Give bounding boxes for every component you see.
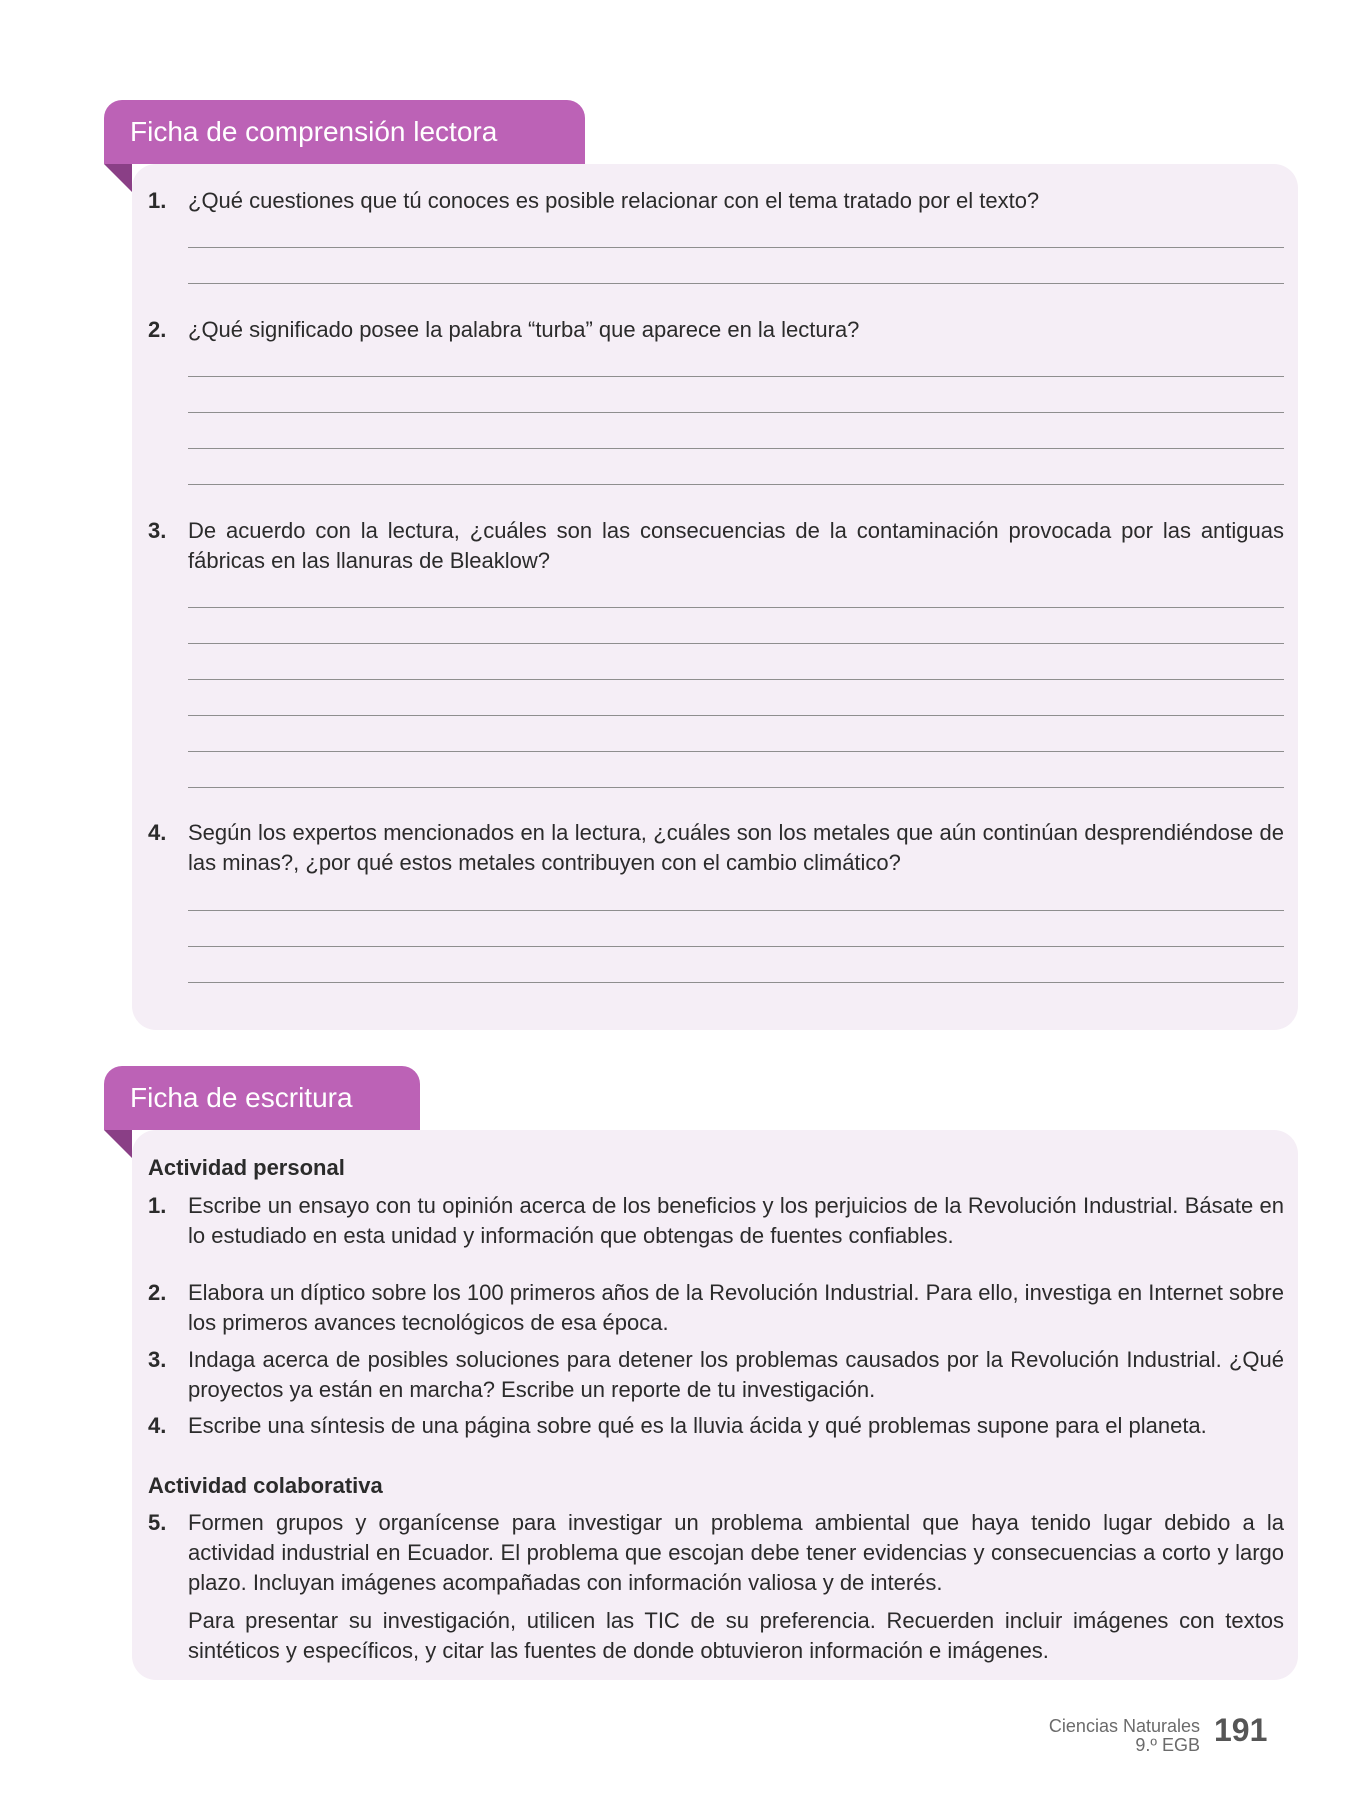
question-number: 2.	[148, 317, 167, 342]
writing-item-1	[148, 1191, 1284, 1251]
answer-line[interactable]	[188, 787, 1284, 788]
tab-fold-decoration	[104, 1130, 132, 1158]
answer-line[interactable]	[188, 946, 1284, 947]
question-text: Según los expertos mencionados en la lectura, ¿cuáles son los metales que aún continúan desprendiéndose de las minas?, ¿por qué estos metales contribuyen con el cambio climático?	[188, 820, 1284, 875]
answer-line[interactable]	[188, 376, 1284, 377]
writing-item-3	[148, 1345, 1284, 1405]
question-text: ¿Qué significado posee la palabra “turba” que aparece en la lectura?	[188, 317, 860, 342]
answer-line[interactable]	[188, 982, 1284, 983]
question-3	[148, 516, 1284, 576]
item-number: 5.	[148, 1510, 167, 1535]
section-title-escritura: Ficha de escritura	[130, 1082, 353, 1113]
answer-line[interactable]	[188, 283, 1284, 284]
item-text: Escribe un ensayo con tu opinión acerca de los beneficios y los perjuicios de la Revolución Industrial. Básate en lo estudiado en esta unidad y información que obtengas de fuentes confiables.	[188, 1193, 1284, 1248]
item-number: 4.	[148, 1413, 167, 1438]
item-text: Indaga acerca de posibles soluciones para detener los problemas causados por la Revolución Industrial. ¿Qué proyectos ya están en marcha? Escribe un reporte de tu investigación.	[188, 1347, 1284, 1402]
answer-line[interactable]	[188, 715, 1284, 716]
question-number: 4.	[148, 820, 167, 845]
footer-subject: Ciencias Naturales	[1048, 1716, 1200, 1736]
question-number: 3.	[148, 518, 167, 543]
answer-line[interactable]	[188, 910, 1284, 911]
item-text: Escribe una síntesis de una página sobre qué es la lluvia ácida y qué problemas supone para el planeta.	[188, 1413, 1207, 1438]
writing-item-5	[148, 1508, 1284, 1598]
section-title-comprension: Ficha de comprensión lectora	[130, 116, 498, 147]
section-tab-escritura	[104, 1066, 420, 1130]
footer-grade: 9.º EGB	[1135, 1735, 1200, 1755]
answer-line[interactable]	[188, 643, 1284, 644]
answer-line[interactable]	[188, 679, 1284, 680]
tab-fold-decoration	[104, 164, 132, 192]
writing-item-4	[148, 1411, 1284, 1441]
answer-line[interactable]	[188, 751, 1284, 752]
section-tab-comprension	[104, 100, 585, 164]
answer-line[interactable]	[188, 448, 1284, 449]
item-number: 1.	[148, 1193, 167, 1218]
item-text: Elabora un díptico sobre los 100 primeros años de la Revolución Industrial. Para ello, investiga en Internet sobre los primeros avances tecnológicos de esa época.	[188, 1280, 1284, 1335]
writing-item-2	[148, 1278, 1284, 1338]
item-text: Formen grupos y organícense para investigar un problema ambiental que haya tenido lugar debido a la actividad industrial en Ecuador. El problema que escojan debe tener evidencias y consecuencias a corto y largo plazo. Incluyan imágenes acompañadas con información valiosa y de interés.	[188, 1510, 1284, 1595]
page-number: 191	[1214, 1712, 1268, 1748]
question-2	[148, 315, 1284, 345]
comprension-panel	[132, 164, 1298, 1030]
personal-activity-heading: Actividad personal	[148, 1155, 345, 1180]
item-number: 2.	[148, 1280, 167, 1305]
answer-line[interactable]	[188, 247, 1284, 248]
answer-line[interactable]	[188, 484, 1284, 485]
answer-line[interactable]	[188, 607, 1284, 608]
question-text: De acuerdo con la lectura, ¿cuáles son las consecuencias de la contaminación provocada por las antiguas fábricas en las llanuras de Bleaklow?	[188, 518, 1284, 573]
collaborative-activity-heading: Actividad colaborativa	[148, 1473, 383, 1498]
question-number: 1.	[148, 188, 167, 213]
answer-line[interactable]	[188, 412, 1284, 413]
question-1	[148, 186, 1284, 216]
item-number: 3.	[148, 1347, 167, 1372]
collaborative-extra-paragraph: Para presentar su investigación, utilicen las TIC de su preferencia. Recuerden incluir imágenes con textos sintéticos y específicos, y citar las fuentes de donde obtuvieron información e imágenes.	[188, 1608, 1284, 1663]
question-4	[148, 818, 1284, 878]
question-text: ¿Qué cuestiones que tú conoces es posible relacionar con el tema tratado por el texto?	[188, 188, 1040, 213]
